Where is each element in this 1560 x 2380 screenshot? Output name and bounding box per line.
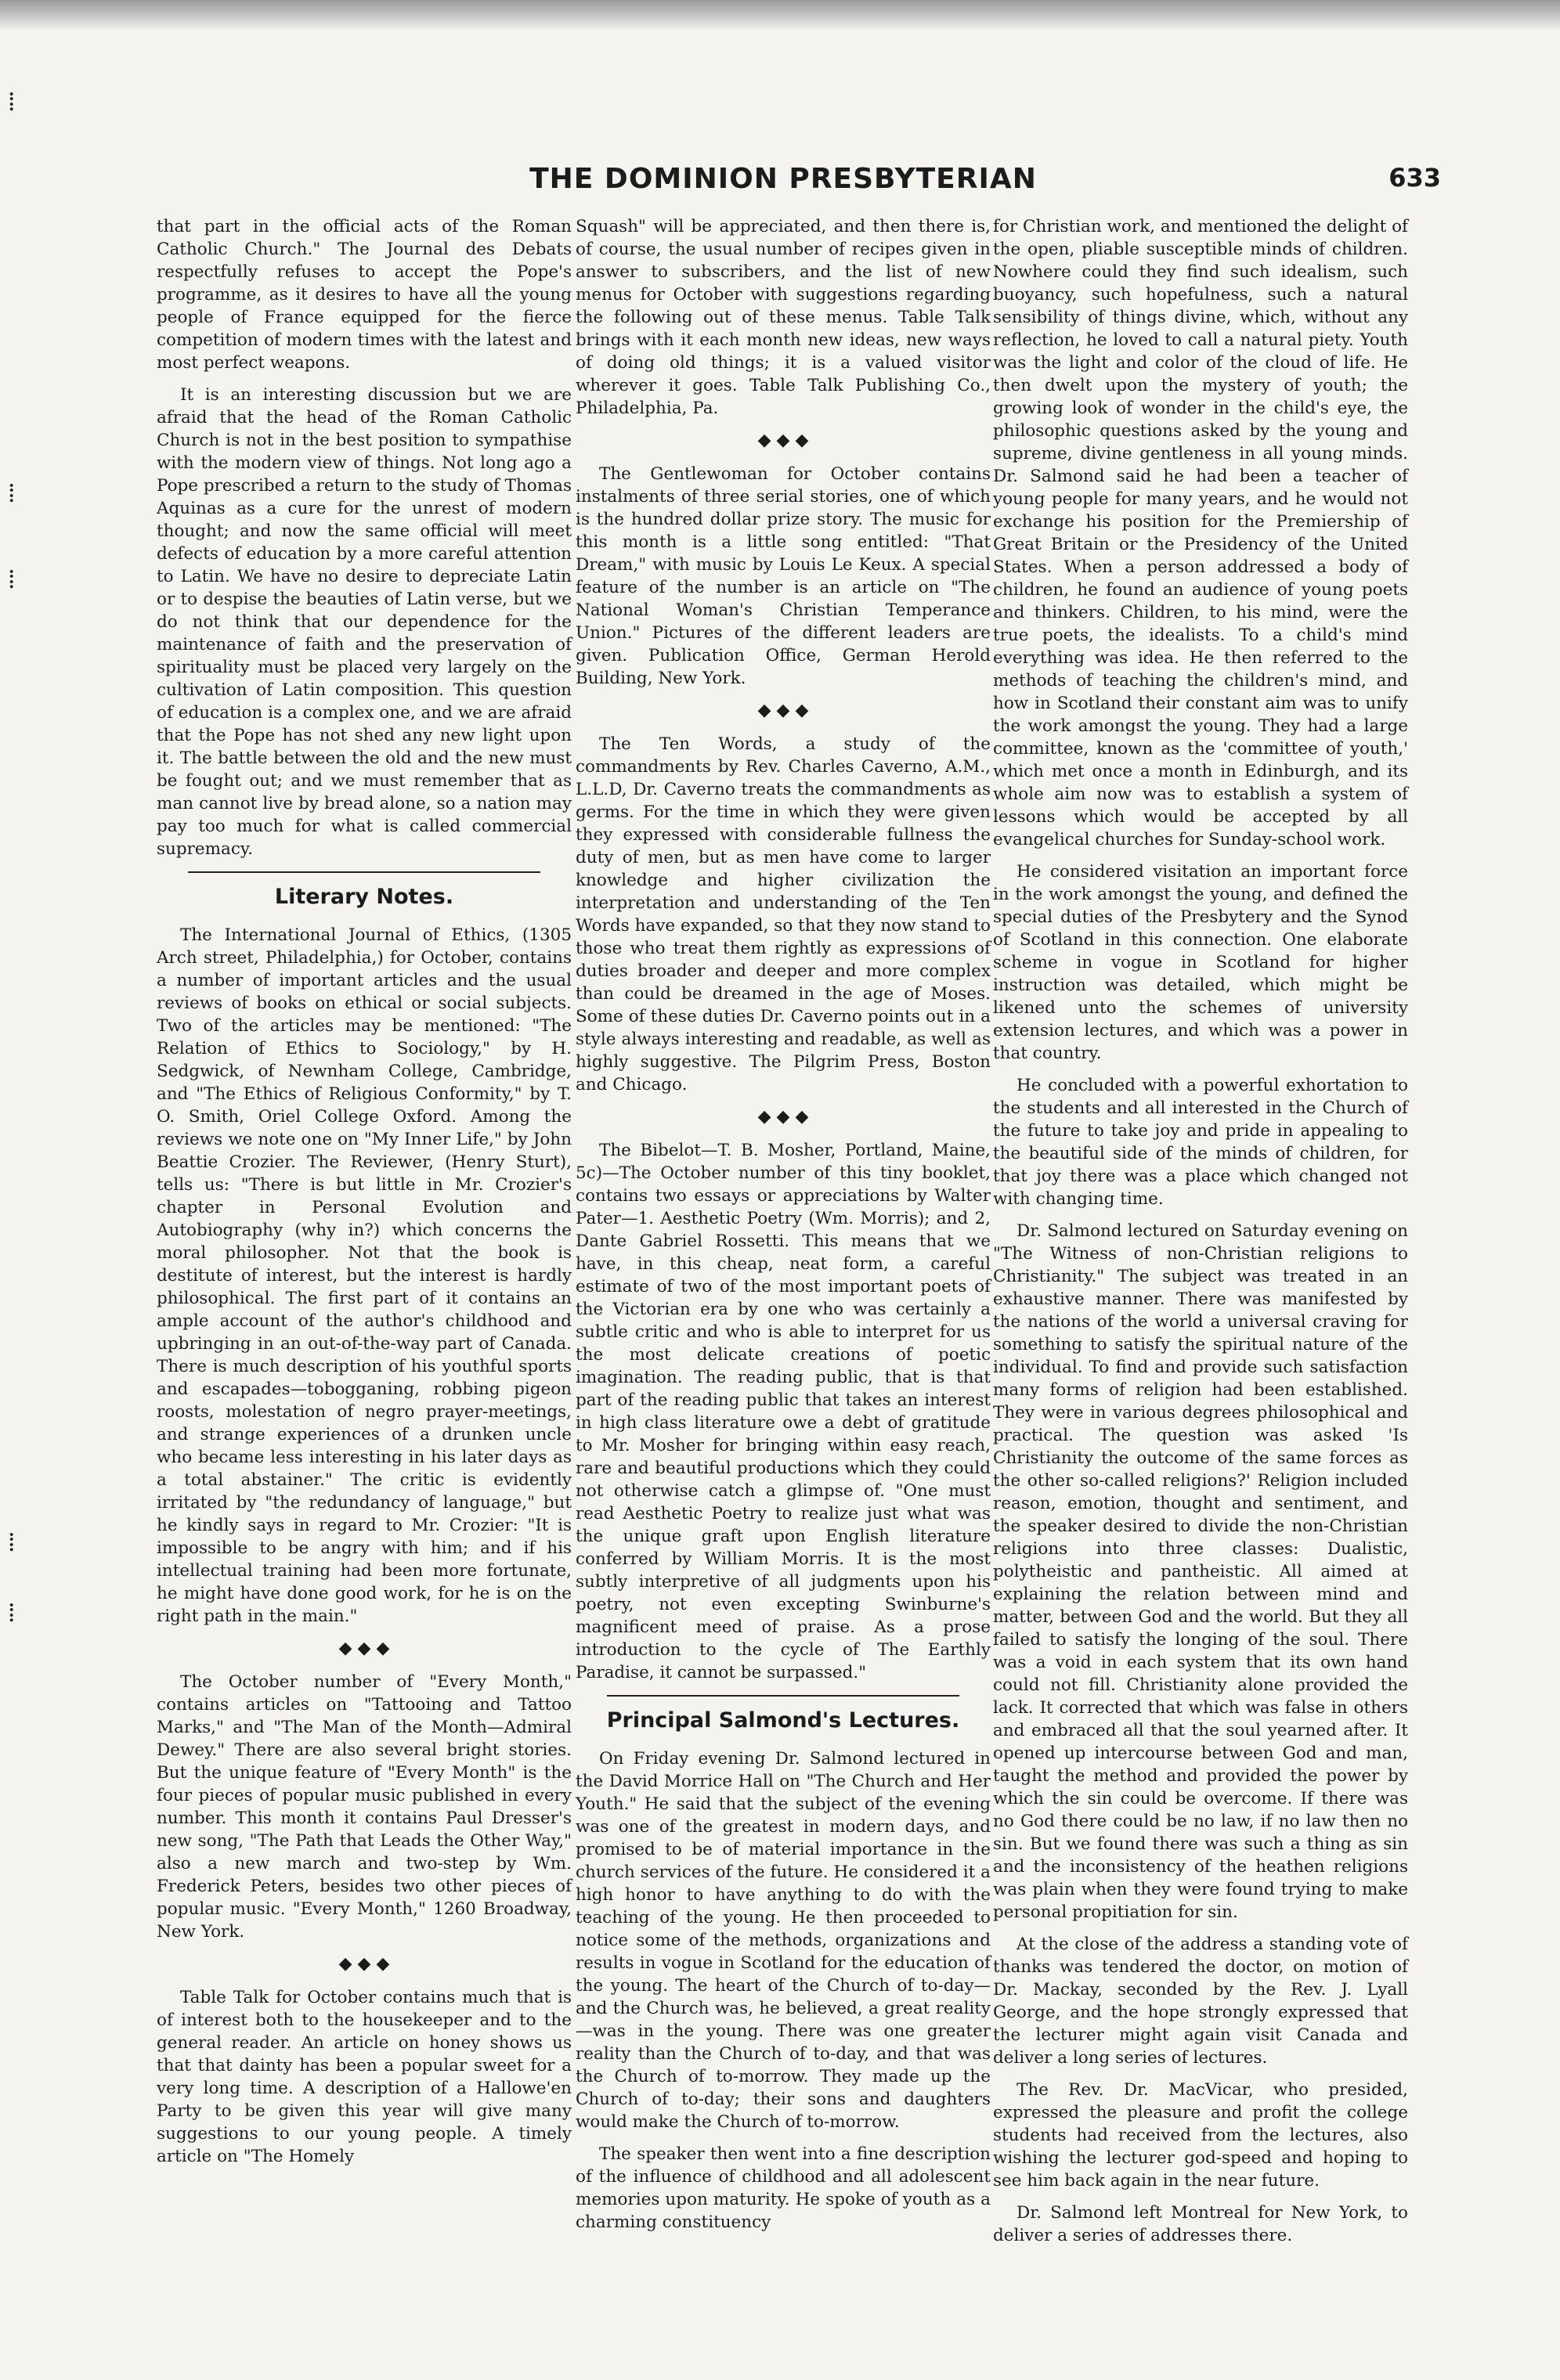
divider <box>188 871 540 873</box>
paragraph: The Rev. Dr. MacVicar, who presided, expressed the pleasure and profit the college students had received from the lectures, also wishing the lecturer god-speed and hoping to see him back again in the near future. <box>993 2080 1408 2191</box>
paragraph: for Christian work, and mentioned the delight of the open, pliable susceptible minds of children. Nowhere could they find such idealism, such buoyancy, such hopefulness, such a natural sensibility of things divine, which, without any reflection, he loved to call a natural piety. Youth was the light and color of the cloud of life. He then dwelt upon the mystery of youth; the growing look of wonder in the child's eye, the philosophic questions asked by the young and supreme, divine gentleness in all young minds. Dr. Salmond said he had been a teacher of young people for many years, and he would not exchange his position for the Premiership of Great Britain or the Presidency of the United States. When a person addressed a body of children, he found an audience of young poets and thinkers. Children, to his mind, were the true poets, the idealists. To a child's mind everything was idea. He then referred to the methods of teaching the children's mind, and how in Scotland their constant aim was to unify the work amongst the young. They had a large committee, known as the 'committee of youth,' which met once a month in Edinburgh, and its whole aim now was to establish a system of lessons which would be accepted by all evangelical churches for Sunday-school work. <box>993 217 1408 849</box>
ornament: ◆ ◆ ◆ <box>757 701 809 720</box>
paragraph: It is an interesting discussion but we are afraid that the head of the Roman Catholic Church is not in the best position to sympathise with the modern view of things. Not long ago a Pope prescribed a return to the study of Thomas Aquinas as a cure for the unrest of modern thought; and now the same official will meet defects of education by a more careful attention to Latin. We have no desire to depreciate Latin or to despise the beauties of Latin verse, but we do not think that our dependence for the maintenance of faith and the preservation of spirituality must be placed very largely on the cultivation of Latin composition. This question of education is a complex one, and we are afraid that the Pope has not shed any new light upon it. The battle between the old and the new must be fought out; and we must remember that as man cannot live by bread alone, so a nation may pay too much for what is called commercial supremacy. <box>157 385 572 859</box>
paragraph: At the close of the address a standing vote of thanks was tendered the doctor, on motion of Dr. Mackay, seconded by the Rev. J. Lyall George, and the hope strongly expressed that the lecturer might again visit Canada and deliver a long series of lectures. <box>993 1935 1408 2068</box>
ornament: ◆ ◆ ◆ <box>338 1954 390 1974</box>
paragraph: The speaker then went into a fine description of the influence of childhood and all adolescent memories upon maturity. He spoke of youth as a charming constituency <box>576 2144 991 2232</box>
paragraph: The International Journal of Ethics, (1305 Arch street, Philadelphia,) for October, contains a number of important articles and the usual reviews of books on ethical or social subjects. Two of the articles may be mentioned: "The Relation of Ethics to Sociology," by H. Sedgwick, of Newnham College, Cambridge, and "The Ethics of Religious Conformity," by T. O. Smith, Oriel College Oxford. Among the reviews we note one on "My Inner Life," by John Beattie Crozier. The Reviewer, (Henry Sturt), tells us: "There is but little in Mr. Crozier's chapter in Personal Evolution and Autobiography (why in?) which concerns the moral philosopher. Not that the book is destitute of interest, but the interest is hardly philosophical. The first part of it contains an ample account of the author's childhood and upbringing in an out-of-the-way part of Canada. There is much description of his youthful sports and escapades—tobogganing, robbing pigeon roosts, molestation of negro prayer-meetings, and strange experiences of a drunken uncle who became less interesting in his later days as a total abstainer." The critic is evidently irritated by "the redundancy of language," but he kindly says in regard to Mr. Crozier: "It is impossible to be angry with him; and if his intellectual training had been more fortunate, he might have done good work, for he is on the right path in the main." <box>157 925 572 1626</box>
page-number: 633 <box>1388 163 1441 193</box>
paragraph: The Bibelot—T. B. Mosher, Portland, Maine, 5c)—The October number of this tiny booklet, contains two essays or appreciations by Walter Pater—1. Aesthetic Poetry (Wm. Morris); and 2, Dante Gabriel Rossetti. This means that we have, in this cheap, neat form, a careful estimate of two of the most important poets of the Victorian era by one who was certainly a subtle critic and who is able to interpret for us the most delicate creations of poetic imagination. The reading public, that is that part of the reading public that takes an interest in high class literature owe a debt of gratitude to Mr. Mosher for bringing within easy reach, rare and beautiful productions which they could not otherwise catch a glimpse of. "One must read Aesthetic Poetry to realize just what was the unique graft upon English literature conferred by William Morris. It is the most subtly interpretive of all judgments upon his poetry, not even excepting Swinburne's magnificent meed of praise. As a prose introduction to the cycle of The Earthly Paradise, it cannot be surpassed." <box>576 1141 991 1682</box>
ornament: ◆ ◆ ◆ <box>757 431 809 450</box>
paragraph: The Gentlewoman for October contains instalments of three serial stories, one of which is the hundred dollar prize story. The music for this month is a little song entitled: "That Dream," with music by Louis Le Keux. A special feature of the number is an article on "The National Woman's Christian Temperance Union." Pictures of the different leaders are given. Publication Office, German Herold Building, New York. <box>576 464 991 688</box>
paragraph: Squash" will be appreciated, and then there is, of course, the usual number of recipes given in answer to subscribers, and the list of new menus for October with suggestions regarding the following out of these menus. Table Talk brings with it each month new ideas, new ways of doing old things; it is a valued visitor wherever it goes. Table Talk Publishing Co., Philadelphia, Pa. <box>576 217 991 418</box>
column-2 <box>576 215 991 2243</box>
paragraph: He concluded with a powerful exhortation to the students and all interested in the Church of the future to take joy and pride in appealing to the beautiful side of the minds of children, for that joy there was a place which changed not with changing time. <box>993 1076 1408 1209</box>
paragraph: Dr. Salmond left Montreal for New York, to deliver a series of addresses there. <box>993 2203 1408 2245</box>
paragraph: Dr. Salmond lectured on Saturday evening on "The Witness of non-Christian religions to Christianity." The subject was treated in an exhaustive manner. There was manifested by the nations of the world a universal craving for something to satisfy the spiritual nature of the individual. To find and provide such satisfaction many forms of religion had been established. They were in various degrees philosophical and practical. The question was asked 'Is Christianity the outcome of the same forces as the other so-called religions?' Religion included reason, emotion, thought and sentiment, and the speaker desired to divide the non-Christian religions into three classes: Dualistic, polytheistic and pantheistic. All aimed at explaining the relation between mind and matter, between God and the world. But they all failed to satisfy the longing of the soul. There was a void in each system that its own hand could not fill. Christianity alone provided the lack. It corrected that which was false in others and embraced all that the soul yearned after. It opened up intercourse between God and man, taught the method and provided the power by which the sin could be overcome. If there was no God there could be no law, if no law then no sin. But we found there was such a thing as sin and the inconsistency of the heathen religions was plain when they were found trying to make personal propitiation for sin. <box>993 1221 1408 1922</box>
masthead-title: THE DOMINION PRESBYTERIAN <box>529 163 1037 195</box>
column-1 <box>157 215 572 2177</box>
section-title-salmond-lectures: Principal Salmond's Lectures. <box>606 1708 960 1733</box>
ornament: ◆ ◆ ◆ <box>757 1107 809 1127</box>
page-header <box>157 157 1441 204</box>
paragraph: He considered visitation an important force in the work amongst the young, and defined the special duties of the Presbytery and the Synod of Scotland in this connection. One elaborate scheme in vogue in Scotland for higher instruction was detailed, which might be likened unto the schemes of university extension lectures, and which was a power in that country. <box>993 862 1408 1063</box>
divider <box>607 1695 959 1697</box>
paragraph: Table Talk for October contains much that is of interest both to the housekeeper and to the general reader. An article on honey shows us that that dainty has been a popular sweet for a very long time. A description of a Hallowe'en Party to be given this year will give many suggestions to our young people. A timely article on "The Homely <box>157 1988 572 2166</box>
column-3 <box>993 215 1408 2256</box>
paragraph: that part in the official acts of the Roman Catholic Church." The Journal des Debats respectfully refuses to accept the Pope's programme, as it desires to have all the young people of France equipped for the fierce competition of modern times with the latest and most perfect weapons. <box>157 217 572 373</box>
section-title-literary-notes: Literary Notes. <box>274 885 454 909</box>
paragraph: The Ten Words, a study of the commandments by Rev. Charles Caverno, A.M., L.L.D, Dr. Caverno treats the commandments as germs. For the time in which they were given they expressed with considerable fullness the duty of men, but as men have come to larger knowledge and higher civilization the interpretation and understanding of the Ten Words have expanded, so that they now stand to those who treat them rightly as expressions of duties broader and deeper and more complex than could be dreamed in the age of Moses. Some of these duties Dr. Caverno points out in a style always interesting and readable, as well as highly suggestive. The Pilgrim Press, Boston and Chicago. <box>576 734 991 1094</box>
ornament: ◆ ◆ ◆ <box>338 1639 390 1658</box>
paragraph: On Friday evening Dr. Salmond lectured in the David Morrice Hall on "The Church and Her Youth." He said that the subject of the evening was one of the greatest in modern days, and promised to be of material importance in the church services of the future. He considered it a high honor to have anything to do with the teaching of the young. He then proceeded to notice some of the methods, organizations and results in vogue in Scotland for the education of the young. The heart of the Church of to-day—and the Church was, he believed, a great reality—was in the young. There was one greater reality than the Church of to-day, and that was the Church of to-morrow. They made up the Church of to-day; their sons and daughters would make the Church of to-morrow. <box>576 1749 991 2132</box>
scan-top-edge <box>0 0 1560 31</box>
paragraph: The October number of "Every Month," contains articles on "Tattooing and Tattoo Marks," and "The Man of the Month—Admiral Dewey." There are also several bright stories. But the unique feature of "Every Month" is the four pieces of popular music published in every number. This month it contains Paul Dresser's new song, "The Path that Leads the Other Way," also a new march and two-step by Wm. Frederick Peters, besides two other pieces of popular music. "Every Month," 1260 Broadway, New York. <box>157 1672 572 1942</box>
